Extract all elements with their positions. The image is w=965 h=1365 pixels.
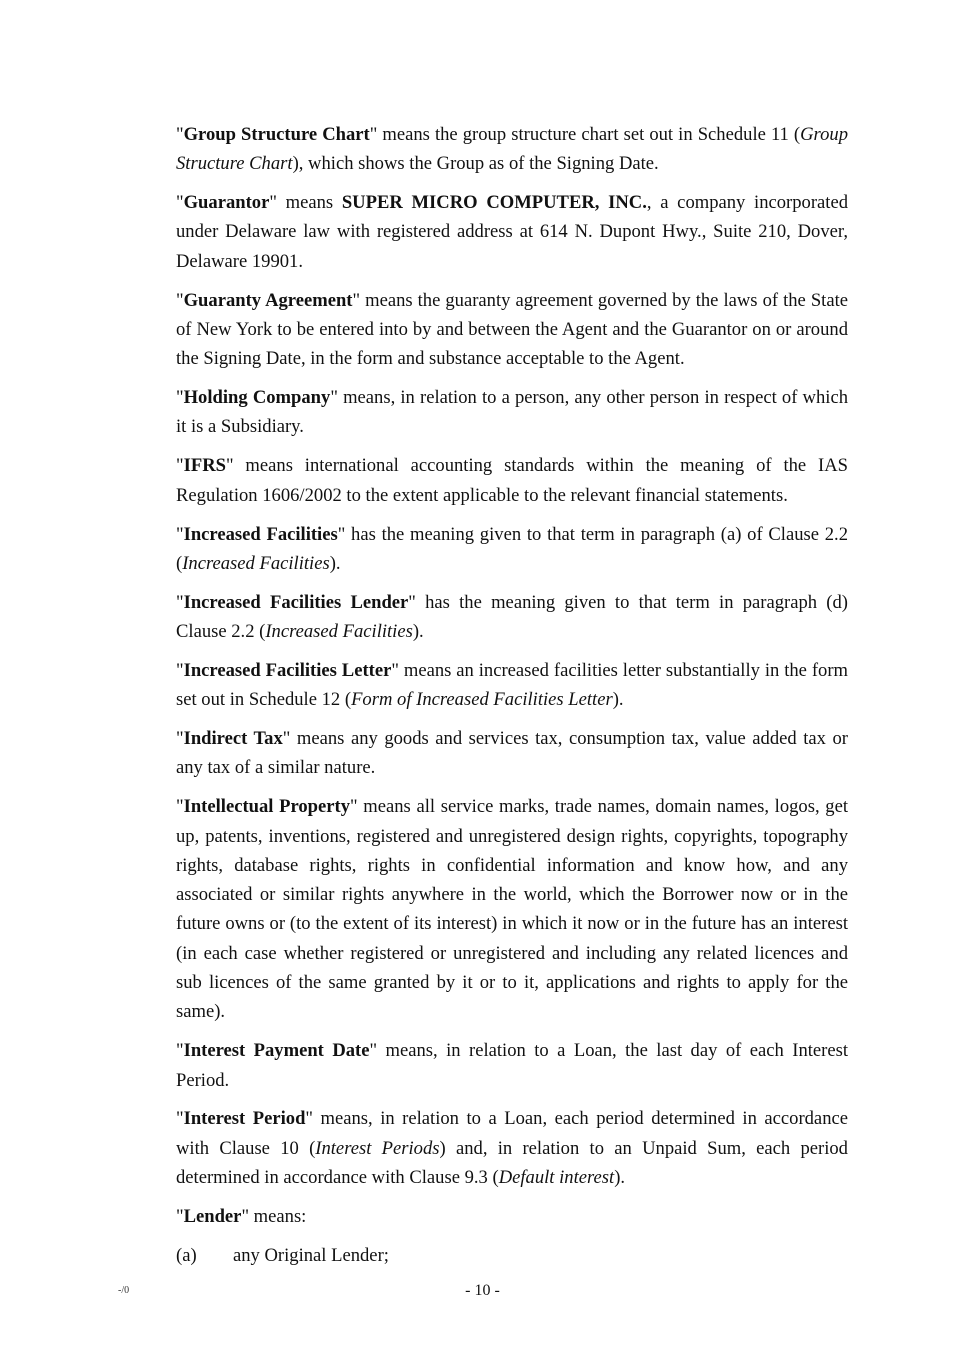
defined-term: Holding Company [183,387,331,409]
definition-text: ), which shows the Group as of the Signing Date. [292,153,659,175]
definition-text: " has the meaning given to that term in paragraph (a) of Clause 2.2 ( [176,523,848,574]
definition-text: ). [412,621,424,643]
defined-term: Increased Facilities [183,523,338,545]
footer-document-code: -/0 [118,1285,130,1296]
defined-term: SUPER MICRO COMPUTER, INC. [341,192,647,214]
definition-text: " means the guaranty agreement governed by the laws of the State of New York to be entered into by and between the Agent and the Guarantor on or around the Signing Date, in the form and substance acceptable to the Agent. [176,289,848,370]
definition-text: " means, in relation to a Loan, each period determined in accordance with Clause 10 ( [176,1108,848,1159]
definition-text: " [176,523,184,545]
definition-text: " means an increased facilities letter substantially in the form set out in Schedule 12 ( [176,659,848,711]
definition-paragraph [176,383,848,442]
defined-term: Group Structure Chart [183,124,370,145]
definition-text: " [176,591,184,613]
definition-paragraph [176,120,848,179]
definition-text: " [176,1205,184,1227]
list-item [176,1241,848,1270]
defined-term: Interest Payment Date [183,1040,370,1062]
clause-reference: Increased Facilities [182,552,330,574]
clause-reference: Default interest [498,1167,615,1189]
definition-text: " means any goods and services tax, consumption tax, value added tax or any tax of a similar nature. [176,728,848,779]
definition-text: " [176,796,184,818]
definition-text: ). [329,552,341,574]
definition-paragraph [176,588,848,647]
definition-text: ) and, in relation to an Unpaid Sum, each period determined in accordance with Clause 9.3 ( [176,1137,848,1189]
defined-term: Interest Period [183,1108,306,1130]
definition-paragraph [176,1104,848,1192]
defined-term: Guaranty Agreement [183,289,353,311]
definition-text: " means, in relation to a person, any other person in respect of which it is a Subsidiary. [176,387,848,438]
definition-text: " [176,124,184,145]
clause-reference: Form of Increased Facilities Letter [351,689,613,711]
definition-text: " [176,387,184,409]
defined-term: Increased Facilities Letter [183,659,392,681]
definition-text: " [176,289,184,311]
list-item-text: any Original Lender; [233,1244,389,1266]
defined-term: IFRS [183,455,226,477]
definition-text: " means [269,192,342,214]
definition-text: , a company incorporated under Delaware law with registered address at 614 N. Dupont Hwy., Suite 210, Dover, Delaware 19901. [176,192,849,272]
definition-paragraph [176,656,848,715]
definition-paragraph [176,286,848,374]
definition-paragraph [176,1036,848,1095]
definition-text: ). [612,689,624,711]
definition-text: " has the meaning given to that term in paragraph (d) Clause 2.2 ( [176,591,848,643]
definition-text: " [176,192,184,214]
definition-text: " [176,455,184,477]
definitions-list [176,120,848,1231]
definition-text: " [176,659,184,681]
definition-text: " [176,1040,184,1062]
definition-text: " means international accounting standards within the meaning of the IAS Regulation 1606/2002 to the extent applicable to the relevant financial statements. [176,455,848,506]
defined-term: Intellectual Property [183,796,351,818]
defined-term: Indirect Tax [183,728,283,750]
lender-sublist [176,1241,848,1270]
clause-reference: Interest Periods [315,1137,440,1159]
definition-paragraph [176,188,848,276]
definition-text: " means the group structure chart set out in Schedule 11 ( [369,124,801,145]
definition-text: " [176,728,184,750]
definition-text: " means: [241,1205,307,1227]
definition-text: " means all service marks, trade names, domain names, logos, get up, patents, inventions, registered and unregistered design rights, copyrights, topography rights, database rights, rights in confidential information and know how, and any associated or similar rights anywhere in the world, which the Borrower now or in the future owns or (to the extent of its interest) in which it now or in the future has an interest (in each case whether registered or unregistered and including any related licences and sub licences of the same granted by it or to it, applications and rights to apply for the same). [176,796,848,1023]
defined-term: Lender [183,1205,242,1227]
definition-text: " means, in relation to a Loan, the last day of each Interest Period. [176,1040,849,1091]
definition-paragraph [176,1202,848,1231]
clause-reference: Group Structure Chart [176,124,848,175]
clause-reference: Increased Facilities [265,621,413,643]
definition-paragraph [176,520,848,579]
definition-paragraph [176,724,848,783]
defined-term: Guarantor [183,192,270,214]
definition-text: ). [614,1167,626,1189]
definition-paragraph [176,792,848,1026]
page-number: - 10 - [465,1282,500,1299]
definitions-section [176,120,848,1270]
defined-term: Increased Facilities Lender [183,591,409,613]
list-item-label: (a) [176,1244,197,1266]
definition-paragraph [176,451,848,510]
definition-text: " [176,1108,184,1130]
